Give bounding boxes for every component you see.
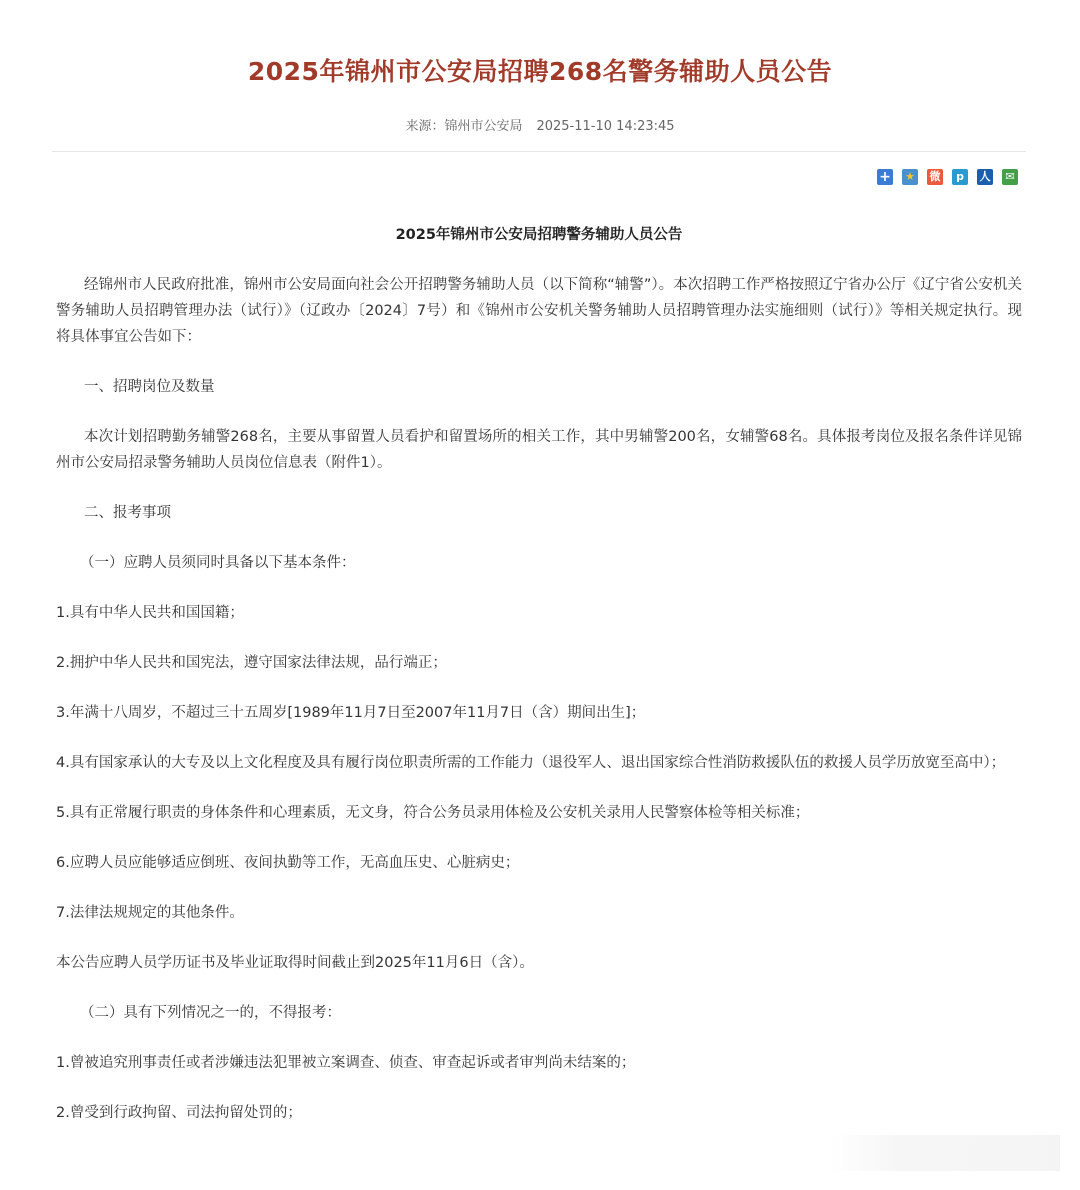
renren-icon[interactable]: 人 bbox=[977, 169, 993, 185]
exclusion-item: 1.曾被追究刑事责任或者涉嫌违法犯罪被立案调查、侦查、审查起诉或者审判尚未结案的； bbox=[56, 1055, 636, 1071]
education-deadline-paragraph: 本公告应聘人员学历证书及毕业证取得时间截止到2025年11月6日（含）。 bbox=[56, 955, 534, 971]
section-heading-2: 二、报考事项 bbox=[84, 505, 171, 521]
exclusion-item: 2.曾受到行政拘留、司法拘留处罚的； bbox=[56, 1105, 302, 1121]
subsection-heading-1: （一）应聘人员须同时具备以下基本条件： bbox=[80, 555, 356, 571]
body-subtitle: 2025年锦州市公安局招聘警务辅助人员公告 bbox=[395, 227, 683, 243]
article-source: 来源：锦州市公安局 bbox=[405, 119, 523, 134]
condition-item: 2.拥护中华人民共和国宪法，遵守国家法律法规，品行端正； bbox=[56, 655, 447, 671]
wechat-icon[interactable]: ✉ bbox=[1002, 169, 1018, 185]
condition-item: 4.具有国家承认的大专及以上文化程度及具有履行岗位职责所需的工作能力（退役军人、退出国家综合性消防救援队伍的救援人员学历放宽至高中）； bbox=[56, 755, 1006, 771]
article-title: 2025年锦州市公安局招聘268名警务辅助人员公告 bbox=[247, 57, 833, 86]
article-meta bbox=[0, 118, 1080, 136]
positions-paragraph: 本次计划招聘勤务辅警268名，主要从事留置人员看护和留置场所的相关工作，其中男辅警200名，女辅警68名。具体报考岗位及报名条件详见锦州市公安局招录警务辅助人员岗位信息表（附件1）。 bbox=[56, 429, 1022, 471]
section-heading-1: 一、招聘岗位及数量 bbox=[84, 379, 215, 395]
condition-item: 6.应聘人员应能够适应倒班、夜间执勤等工作，无高血压史、心脏病史； bbox=[56, 855, 520, 871]
article-body bbox=[56, 222, 1022, 1150]
condition-item: 3.年满十八周岁，不超过三十五周岁[1989年11月7日至2007年11月7日（含）期间出生]； bbox=[56, 705, 646, 721]
share-toolbar bbox=[877, 169, 1018, 186]
condition-item: 1.具有中华人民共和国国籍； bbox=[56, 605, 244, 621]
share-more-icon[interactable]: + bbox=[877, 169, 893, 185]
tencent-weibo-icon[interactable]: p bbox=[952, 169, 968, 185]
article-timestamp: 2025-11-10 14:23:45 bbox=[536, 119, 675, 134]
subsection-heading-2: （二）具有下列情况之一的，不得报考： bbox=[80, 1005, 341, 1021]
watermark bbox=[830, 1135, 1060, 1171]
condition-item: 7.法律法规规定的其他条件。 bbox=[56, 905, 244, 921]
intro-paragraph: 经锦州市人民政府批准，锦州市公安局面向社会公开招聘警务辅助人员（以下简称“辅警”）。本次招聘工作严格按照辽宁省办公厅《辽宁省公安机关警务辅助人员招聘管理办法（试行）》（辽政办〔2024〕7号）和《锦州市公安机关警务辅助人员招聘管理办法实施细则（试行）》等相关规定执行。现将具体事宜公告如下： bbox=[56, 277, 1022, 345]
weibo-icon[interactable]: 微 bbox=[927, 169, 943, 185]
condition-item: 5.具有正常履行职责的身体条件和心理素质，无文身，符合公务员录用体检及公安机关录用人民警察体检等相关标准； bbox=[56, 805, 810, 821]
qzone-icon[interactable]: ★ bbox=[902, 169, 918, 185]
header-divider bbox=[52, 151, 1026, 152]
